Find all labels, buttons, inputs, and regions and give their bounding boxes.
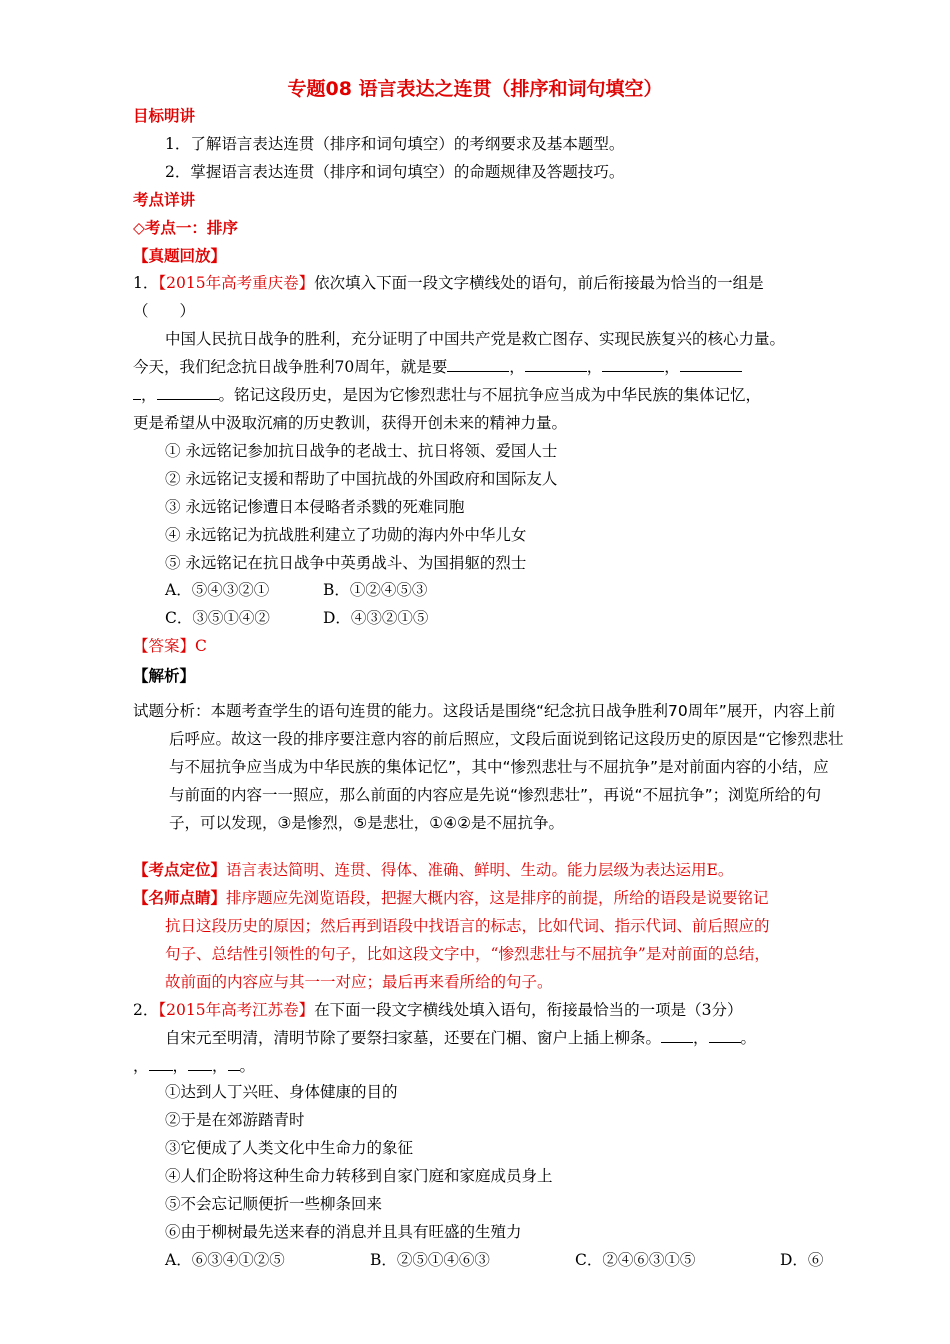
fill-blank bbox=[680, 357, 742, 372]
question-text: 依次填入下面一段文字横线处的语句，前后衔接最为恰当的一组是 bbox=[314, 274, 764, 292]
page-title: 专题08 语言表达之连贯（排序和词句填空） bbox=[287, 78, 663, 100]
list-item: ①达到人丁兴旺、身体健康的目的 bbox=[165, 1083, 398, 1101]
analysis-line: 子，可以发现，③是惨烈，⑤是悲壮，①④②是不屈抗争。 bbox=[169, 814, 564, 832]
fill-blank bbox=[709, 1028, 741, 1043]
mingshi-text: 排序题应先浏览语段，把握大概内容，这是排序的前提，所给的语段是说要铭记 bbox=[226, 889, 769, 907]
passage-line bbox=[165, 1028, 756, 1048]
passage-line bbox=[133, 385, 761, 405]
analysis-label: 【解析】 bbox=[133, 667, 196, 685]
mingshi-label: 【名师点睛】 bbox=[133, 888, 227, 907]
goal-item: 1．了解语言表达连贯（排序和词句填空）的考纲要求及基本题型。 bbox=[165, 135, 625, 153]
passage-line bbox=[133, 357, 742, 377]
passage-line bbox=[133, 1056, 255, 1076]
passage-line: 更是希望从中汲取沉痛的历史教训，获得开创未来的精神力量。 bbox=[133, 414, 568, 432]
comma: ， bbox=[133, 1057, 149, 1075]
list-item: ⑥由于柳树最先送来春的消息并且具有旺盛的生殖力 bbox=[165, 1223, 522, 1241]
answer-line bbox=[133, 636, 207, 656]
question-source: 【2015年高考重庆卷】 bbox=[158, 274, 315, 292]
period: 。 bbox=[740, 1029, 757, 1047]
option-c: C．②④⑥③①⑤ bbox=[575, 1251, 696, 1269]
fill-blank bbox=[149, 1056, 173, 1071]
answer-label: 【答案】 bbox=[133, 637, 196, 655]
answer-value: C bbox=[195, 637, 207, 655]
mingshi-line: 故前面的内容应与其一一对应；最后再来看所给的句子。 bbox=[165, 973, 553, 991]
analysis-block bbox=[133, 697, 893, 837]
comma: ， bbox=[141, 386, 157, 404]
option-row bbox=[165, 608, 428, 628]
review-heading: 【真题回放】 bbox=[133, 247, 227, 265]
option-row bbox=[165, 580, 427, 600]
kaodian-line bbox=[133, 860, 733, 880]
comma: ， bbox=[693, 1029, 709, 1047]
period: 。 bbox=[239, 1057, 256, 1075]
question-source: 【2015年高考江苏卷】 bbox=[158, 1001, 315, 1019]
fill-blank bbox=[602, 357, 664, 372]
passage-line: 中国人民抗日战争的胜利，充分证明了中国共产党是救亡图存、实现民族复兴的核心力量。 bbox=[165, 330, 786, 348]
option-b: B．②⑤①④⑥③ bbox=[370, 1251, 490, 1269]
list-item: ③它便成了人类文化中生命力的象征 bbox=[165, 1139, 414, 1157]
option-a: A．⑤④③②① bbox=[165, 581, 270, 599]
comma: ， bbox=[586, 358, 603, 376]
list-item: ②于是在郊游踏青时 bbox=[165, 1111, 305, 1129]
question-number: 1． bbox=[133, 274, 159, 292]
option-row bbox=[165, 1250, 823, 1270]
fill-blank bbox=[188, 1056, 212, 1071]
mingshi-line bbox=[133, 888, 769, 908]
option-b: B．①②④⑤③ bbox=[323, 581, 428, 599]
list-item: ④ 永远铭记为抗战胜利建立了功勋的海内外中华儿女 bbox=[165, 526, 527, 544]
fill-blank bbox=[661, 1028, 693, 1043]
list-item: ④人们企盼将这种生命力转移到自家门庭和家庭成员身上 bbox=[165, 1167, 553, 1185]
option-d: D．④③②①⑤ bbox=[323, 609, 429, 627]
option-a: A．⑥③④①②⑤ bbox=[165, 1251, 285, 1269]
fill-blank bbox=[525, 357, 587, 372]
question-number: 2． bbox=[133, 1001, 159, 1019]
list-item: ③ 永远铭记惨遭日本侵略者杀戮的死难同胞 bbox=[165, 498, 465, 516]
detail-heading: 考点详讲 bbox=[133, 191, 196, 209]
option-c: C．③⑤①④② bbox=[165, 609, 270, 627]
fill-blank bbox=[228, 1056, 240, 1071]
mingshi-line: 句子、总结性引领性的句子，比如这段文字中，“惨烈悲壮与不屈抗争”是对前面的总结， bbox=[165, 945, 770, 963]
list-item: ⑤ 永远铭记在抗日战争中英勇战斗、为国捐躯的烈士 bbox=[165, 554, 527, 572]
analysis-line: 与不屈抗争应当成为中华民族的集体记忆”，其中“惨烈悲壮与不屈抗争”是对前面内容的小结，应 bbox=[169, 758, 829, 776]
question-1-stem bbox=[133, 273, 764, 293]
passage-text: 今天，我们纪念抗日战争胜利70周年，就是要 bbox=[133, 358, 448, 376]
question-text: 在下面一段文字横线处填入语句，衔接最恰当的一项是（3分） bbox=[314, 1001, 743, 1019]
point1-heading: ◇考点一：排序 bbox=[133, 219, 238, 237]
analysis-line: 与前面的内容一一照应，那么前面的内容应是先说“惨烈悲壮”，再说“不屈抗争”；浏览所给的句 bbox=[169, 786, 822, 804]
list-item: ⑤不会忘记顺便折一些柳条回来 bbox=[165, 1195, 383, 1213]
goals-heading: 目标明讲 bbox=[133, 107, 196, 125]
mingshi-line: 抗日这段历史的原因；然后再到语段中找语言的标志，比如代词、指示代词、前后照应的 bbox=[165, 917, 770, 935]
comma: ， bbox=[664, 358, 680, 376]
analysis-line: 试题分析：本题考查学生的语句连贯的能力。这段话是围绕“纪念抗日战争胜利70周年”展开，内容上前 bbox=[133, 702, 836, 720]
goal-item: 2．掌握语言表达连贯（排序和词句填空）的命题规律及答题技巧。 bbox=[165, 163, 625, 181]
fill-blank bbox=[157, 385, 219, 400]
fill-blank bbox=[447, 357, 509, 372]
question-2-stem bbox=[133, 1000, 742, 1020]
comma: ， bbox=[212, 1057, 228, 1075]
kaodian-label: 【考点定位】 bbox=[133, 860, 227, 879]
passage-text: 。铭记这段历史，是因为它惨烈悲壮与不屈抗争应当成为中华民族的集体记忆， bbox=[218, 386, 762, 404]
comma: ， bbox=[509, 358, 525, 376]
fill-blank bbox=[133, 385, 141, 400]
comma: ， bbox=[172, 1057, 189, 1075]
analysis-line: 后呼应。故这一段的排序要注意内容的前后照应，文段后面说到铭记这段历史的原因是“它惨烈悲壮 bbox=[169, 730, 844, 748]
list-item: ② 永远铭记支援和帮助了中国抗战的外国政府和国际友人 bbox=[165, 470, 558, 488]
option-d: D．⑥ bbox=[780, 1251, 824, 1269]
passage-text: 自宋元至明清，清明节除了要祭扫家墓，还要在门楣、窗户上插上柳条。 bbox=[165, 1029, 662, 1047]
answer-paren: （ ） bbox=[133, 302, 196, 320]
kaodian-text: 语言表达简明、连贯、得体、准确、鲜明、生动。能力层级为表达运用E。 bbox=[226, 861, 734, 879]
list-item: ① 永远铭记参加抗日战争的老战士、抗日将领、爱国人士 bbox=[165, 442, 558, 460]
